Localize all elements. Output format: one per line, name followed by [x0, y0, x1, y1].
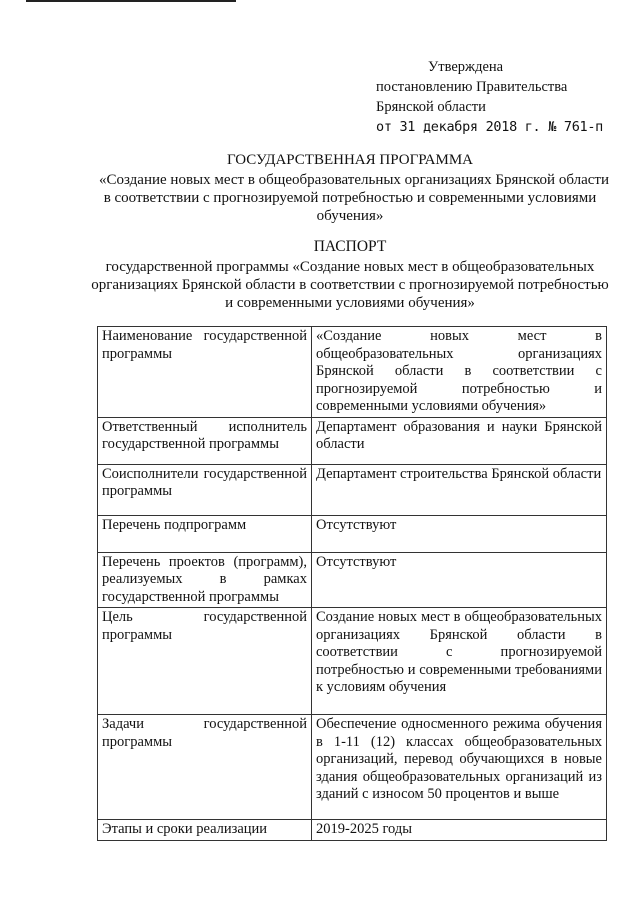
row-value: Департамент образования и науки Брянской области [312, 417, 607, 464]
approval-line-3: Брянской области [376, 99, 486, 115]
program-heading: ГОСУДАРСТВЕННАЯ ПРОГРАММА [226, 152, 474, 168]
row-label: Ответственный исполнитель государственной программы [98, 417, 312, 464]
row-value: Отсутствуют [312, 515, 607, 552]
passport-table [97, 326, 607, 841]
approval-stamp [376, 57, 626, 137]
row-label: Соисполнители государственной программы [98, 464, 312, 515]
table-row [98, 327, 607, 418]
row-label: Перечень проектов (программ), реализуемых в рамках государственной программы [98, 552, 312, 608]
row-value: Обеспечение односменного режима обучения в 1-11 (12) классах общеобразовательных организаций, перевод обучающихся в новые здания общеобразовательных организаций из зданий с износом 50 процентов и выше [312, 715, 607, 820]
approval-line-2: постановлению Правительства [376, 79, 568, 95]
program-name: «Создание новых мест в общеобразовательных организациях Брянской области в соответствии с прогнозируемой потребностью и современными условиями обучения» [99, 172, 609, 224]
table-row [98, 464, 607, 515]
row-value: Отсутствуют [312, 552, 607, 608]
table-row [98, 515, 607, 552]
table-row [98, 715, 607, 820]
row-value: «Создание новых мест в общеобразовательных организациях Брянской области в соответствии с прогнозируемой потребностью и современными условиями обучения» [312, 327, 607, 418]
row-label: Цель государственной программы [98, 608, 312, 715]
approval-line-1: Утверждена [428, 59, 504, 75]
row-value: 2019-2025 годы [312, 820, 607, 841]
row-label: Задачи государственной программы [98, 715, 312, 820]
table-row [98, 552, 607, 608]
row-label: Наименование государственной программы [98, 327, 312, 418]
table-row [98, 820, 607, 841]
row-label: Этапы и сроки реализации [98, 820, 312, 841]
row-value: Создание новых мест в общеобразовательных организациях Брянской области в соответствии с прогнозируемой потребностью и современными требованиями к условиям обучения [312, 608, 607, 715]
table-row [98, 417, 607, 464]
row-label: Перечень подпрограмм [98, 515, 312, 552]
passport-heading: ПАСПОРТ [313, 238, 387, 255]
top-rule [26, 0, 236, 2]
passport-subtitle: государственной программы «Создание новых мест в общеобразовательных организациях Брянской области в соответствии с прогнозируемой потребностью и современными условиями обучения» [91, 259, 609, 311]
table-row [98, 608, 607, 715]
row-value: Департамент строительства Брянской области [312, 464, 607, 515]
approval-line-4: от 31 декабря 2018 г. № 761-п [376, 119, 604, 135]
